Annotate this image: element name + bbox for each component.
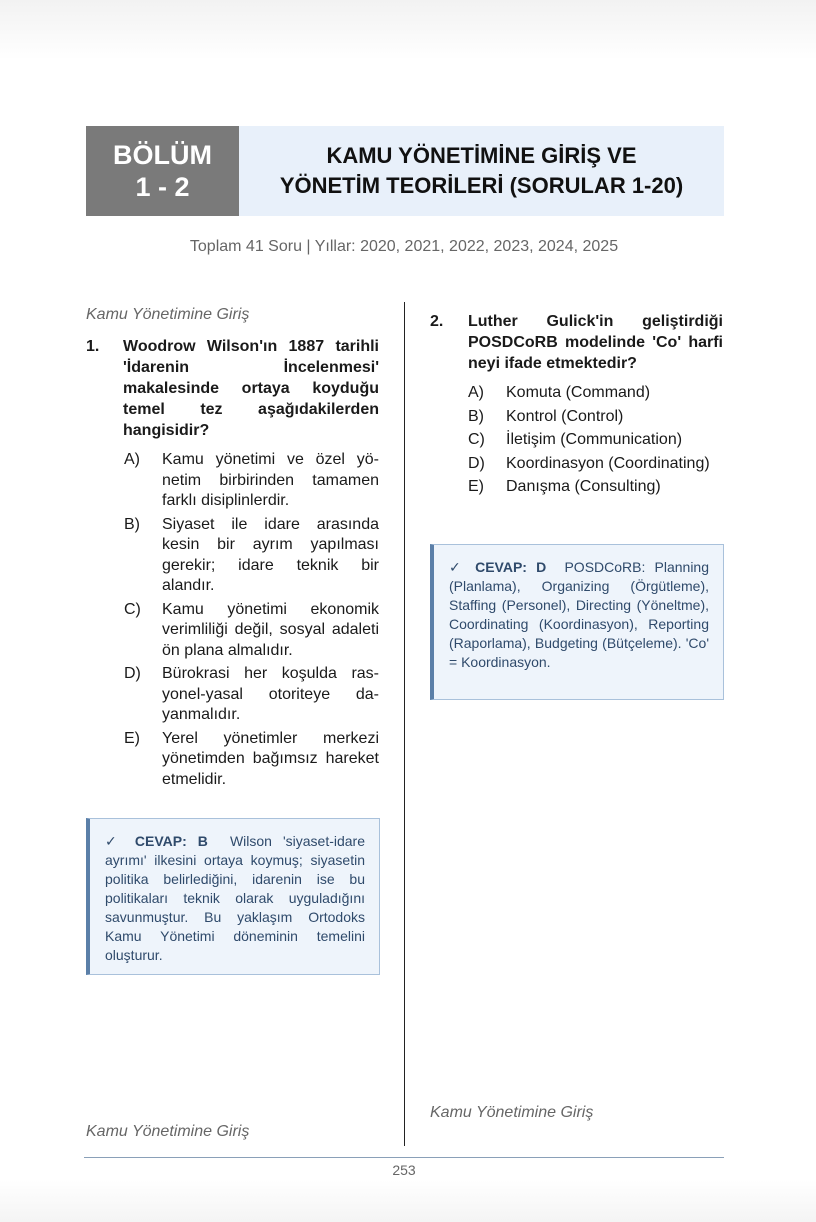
option-letter: D) [124,665,141,682]
option-letter: D) [468,454,485,472]
option-b[interactable] [468,407,723,428]
option-text: Kamu yönetimi ve özel yönetim birbirinden tamamen farklı disiplinlerdir. [162,451,379,509]
option-d[interactable] [468,454,723,475]
option-letter: B) [468,407,484,425]
option-text: Kamu yönetimi ekonomik verimliliği değil, sosyal adaleti ön plana almalıdır. [162,600,379,659]
question-number: 2. [430,313,444,330]
question-text: Luther Gulick'in geliştirdiği POSDCoRB modelinde 'Co' harfi neyi ifade etmektedir? [468,313,723,372]
footer-label-left: Kamu Yönetimine Giriş [86,1123,250,1140]
section-label-left: Kamu Yönetimine Giriş [86,306,250,323]
option-d[interactable] [124,664,379,726]
option-a[interactable] [124,450,379,512]
option-b[interactable] [124,515,379,597]
chapter-header [86,126,724,216]
option-text: Bürokrasi her koşulda rasyonel-yasal otoriteye dayanmalıdır. [162,665,379,723]
page-number: 253 [392,1162,416,1178]
option-text: İletişim (Communication) [506,431,683,448]
answer-box-2 [430,544,724,700]
answer-explanation: POSDCoRB: Planning (Planlama), Organizing (Örgütleme), Staffing (Personel), Directing (Yöneltme), Coordinating (Koordinasyon), Reporting (Raporlama), Budgeting (Bütçeleme). 'Co' = Koordinasyon. [449,559,709,670]
option-letter: A) [468,384,484,401]
question-text: Woodrow Wilson'ın 1887 tarihli 'İdarenin İncelenmesi' makalesinde ortaya koyduğu temel tez aşağıdakilerden hangisidir? [123,338,379,439]
option-text: Danışma (Consulting) [506,478,661,495]
option-letter: C) [124,600,141,618]
question-2 [430,311,723,521]
option-letter: A) [124,451,140,468]
option-letter: E) [124,729,140,747]
chapter-title-line2: YÖNETİM TEORİLERİ (SORULAR 1-20) [279,173,684,198]
option-text: Kontrol (Control) [506,407,624,425]
answer-explanation: Wilson 'siyaset-idare ayrımı' ilkesini ortaya koymuş; siyasetin politika belirlediğini, idarenin ise bu politikaları teknik olarak uyguladığını savunmuştur. Bu yaklaşım Ortodoks Kamu Yönetimi döneminin temelini oluşturur. [105,833,366,963]
option-e[interactable] [468,477,723,498]
option-text: Siyaset ile idare arasında kesin bir ayrım yapılması gerekir; idare teknik bir alandır. [162,515,379,594]
footer-divider [84,1157,724,1158]
option-a[interactable] [468,383,723,404]
chapter-subtitle: Toplam 41 Soru | Yıllar: 2020, 2021, 2022, 2023, 2024, 2025 [189,238,619,255]
option-list [468,383,723,501]
option-letter: B) [124,515,140,533]
chapter-label: BÖLÜM [113,140,212,170]
footer-label-right: Kamu Yönetimine Giriş [430,1104,594,1121]
chapter-range: 1 - 2 [135,172,190,202]
answer-label: ✓ CEVAP: D [449,559,547,575]
option-c[interactable] [124,600,379,662]
option-text: Koordinasyon (Coordinating) [506,454,710,472]
option-list [124,450,379,793]
option-letter: C) [468,431,485,448]
question-number: 1. [86,338,100,355]
option-letter: E) [468,478,484,495]
answer-label: ✓ CEVAP: B [105,833,208,849]
column-divider [404,302,405,1146]
option-text: Komuta (Command) [506,384,651,401]
option-c[interactable] [468,430,723,451]
option-text: Yerel yönetimler merkezi yönetimden bağımsız hareket etmelidir. [162,729,379,788]
question-1 [86,336,379,806]
chapter-title-line1: KAMU YÖNETİMİNE GİRİŞ VE [326,143,637,168]
option-e[interactable] [124,729,379,791]
chapter-number-box [86,126,239,216]
chapter-title-box [239,126,724,216]
answer-box-1 [86,818,380,975]
